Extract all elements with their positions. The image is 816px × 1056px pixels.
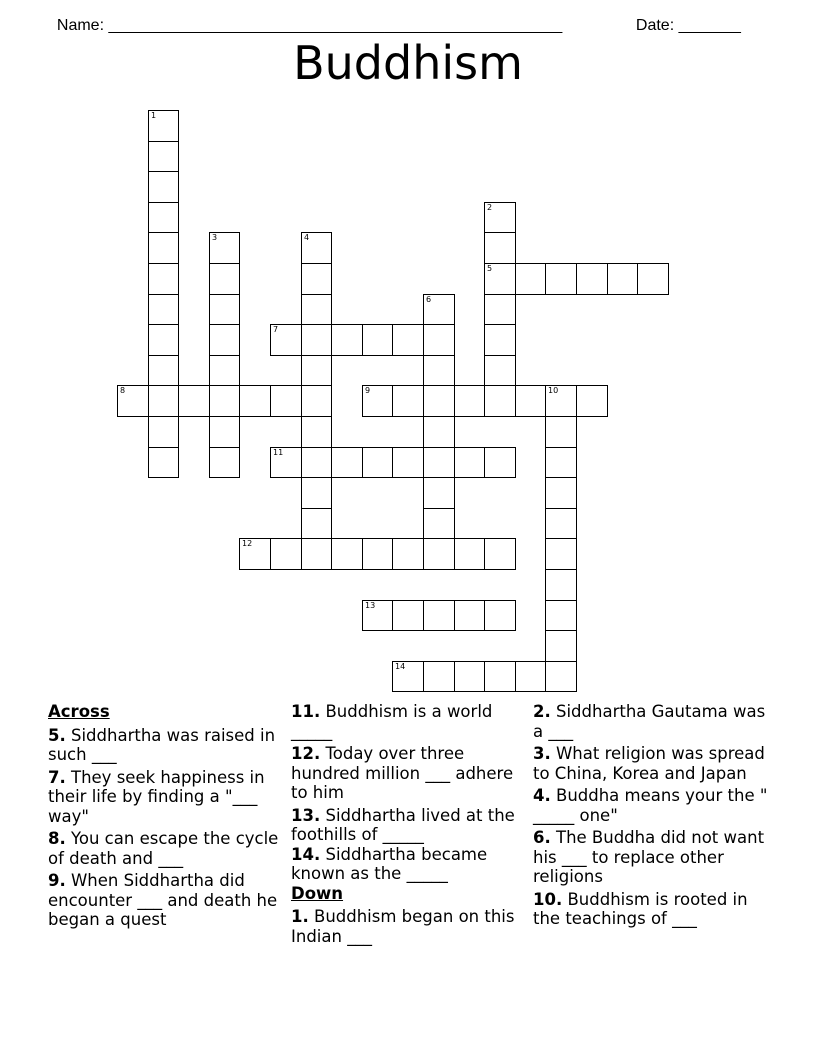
grid-cell[interactable] (270, 447, 302, 478)
grid-cell[interactable] (423, 661, 455, 692)
across-heading: Across (48, 702, 110, 721)
clue-number: 3 (212, 233, 218, 242)
grid-cell[interactable] (545, 569, 577, 601)
clue-number: 2 (487, 203, 493, 212)
name-label: Name: (56, 17, 109, 34)
grid-cell[interactable] (423, 477, 455, 509)
grid-cell[interactable] (454, 661, 485, 692)
grid-cell[interactable] (423, 385, 455, 417)
clue-across-5: 5. Siddhartha was raised in such ___ (48, 725, 276, 764)
grid-cell[interactable] (148, 263, 179, 295)
grid-cell[interactable] (454, 538, 485, 570)
clue-across-8: 8. You can escape the cycle of death and ___ (48, 829, 279, 868)
grid-cell[interactable] (484, 661, 516, 692)
grid-cell[interactable] (209, 294, 240, 325)
grid-cell[interactable] (117, 385, 149, 417)
clue-across-13: 13. Siddhartha lived at the foothills of _____ (291, 805, 515, 844)
grid-cell[interactable] (301, 294, 332, 325)
grid-cell[interactable] (484, 447, 516, 478)
grid-cell[interactable] (545, 630, 577, 662)
grid-cell[interactable] (148, 447, 179, 478)
grid-cell[interactable] (301, 355, 332, 386)
clue-number: 12 (242, 539, 253, 548)
grid-cell[interactable] (331, 538, 363, 570)
grid-cell[interactable] (331, 324, 363, 356)
grid-cell[interactable] (545, 538, 577, 570)
grid-cell[interactable] (392, 324, 424, 356)
clue-down-3: 3. What religion was spread to China, Korea and Japan (533, 744, 765, 783)
grid-cell[interactable] (239, 385, 271, 417)
grid-cell[interactable] (484, 355, 516, 386)
grid-cell[interactable] (301, 477, 332, 509)
grid-cell[interactable] (392, 385, 424, 417)
grid-cell[interactable] (423, 416, 455, 448)
grid-cell[interactable] (301, 385, 332, 417)
clues-column-1 (48, 702, 284, 933)
grid-cell[interactable] (301, 416, 332, 448)
grid-cell[interactable] (148, 385, 179, 417)
clue-down-4: 4. Buddha means your the " _____ one" (533, 786, 768, 825)
clue-down-2: 2. Siddhartha Gautama was a ___ (533, 702, 766, 741)
grid-cell[interactable] (423, 324, 455, 356)
clue-across-11: 11. Buddhism is a world _____ (291, 702, 493, 741)
grid-cell[interactable] (545, 416, 577, 448)
grid-cell[interactable] (423, 447, 455, 478)
grid-cell[interactable] (484, 294, 516, 325)
grid-cell[interactable] (209, 232, 240, 264)
grid-cell[interactable] (209, 385, 240, 417)
clue-number: 4 (304, 233, 310, 242)
grid-cell[interactable] (454, 385, 485, 417)
grid-cell[interactable] (484, 202, 516, 233)
grid-cell[interactable] (392, 600, 424, 631)
grid-cell[interactable] (545, 508, 577, 539)
grid-cell[interactable] (484, 538, 516, 570)
clues-column-3 (533, 702, 769, 932)
clue-number: 8 (120, 386, 126, 395)
grid-cell[interactable] (423, 355, 455, 386)
grid-cell[interactable] (484, 600, 516, 631)
grid-cell[interactable] (545, 385, 577, 417)
grid-cell[interactable] (392, 661, 424, 692)
grid-cell[interactable] (301, 263, 332, 295)
grid-cell[interactable] (270, 538, 302, 570)
clue-across-14: 14. Siddhartha became known as the _____ (291, 844, 488, 883)
down-heading: Down (291, 883, 344, 903)
clue-number: 6 (426, 295, 432, 304)
clue-number: 11 (273, 448, 284, 457)
grid-cell[interactable] (515, 263, 546, 295)
grid-cell[interactable] (423, 508, 455, 539)
grid-cell[interactable] (362, 447, 393, 478)
grid-cell[interactable] (545, 447, 577, 478)
date-label: Date: (635, 17, 679, 34)
name-line: ___________________________________________________ (108, 17, 563, 34)
grid-cell[interactable] (362, 538, 393, 570)
clue-number: 1 (151, 111, 157, 120)
grid-cell[interactable] (545, 600, 577, 631)
grid-cell[interactable] (148, 171, 179, 203)
grid-cell[interactable] (484, 232, 516, 264)
grid-cell[interactable] (607, 263, 638, 295)
grid-cell[interactable] (148, 416, 179, 448)
clue-number: 13 (365, 601, 376, 610)
grid-cell[interactable] (270, 385, 302, 417)
grid-cell[interactable] (484, 385, 516, 417)
grid-cell[interactable] (209, 263, 240, 295)
grid-cell[interactable] (362, 385, 393, 417)
clue-number: 14 (395, 662, 406, 671)
grid-cell[interactable] (362, 324, 393, 356)
grid-cell[interactable] (545, 661, 577, 692)
grid-cell[interactable] (484, 263, 516, 295)
grid-cell[interactable] (148, 324, 179, 356)
grid-cell[interactable] (331, 447, 363, 478)
grid-cell[interactable] (148, 294, 179, 325)
grid-cell[interactable] (148, 110, 179, 142)
grid-cell[interactable] (301, 232, 332, 264)
grid-cell[interactable] (301, 447, 332, 478)
grid-cell[interactable] (423, 600, 455, 631)
grid-cell[interactable] (148, 141, 179, 172)
grid-cell[interactable] (178, 385, 210, 417)
grid-cell[interactable] (545, 477, 577, 509)
grid-cell[interactable] (148, 232, 179, 264)
clues-column-2 (291, 702, 527, 949)
grid-cell[interactable] (576, 263, 608, 295)
clue-down-1: 1. Buddhism began on this Indian ___ (291, 907, 515, 946)
grid-cell[interactable] (423, 538, 455, 570)
grid-cell[interactable] (148, 202, 179, 233)
grid-cell[interactable] (301, 508, 332, 539)
grid-cell[interactable] (209, 324, 240, 356)
grid-cell[interactable] (515, 661, 546, 692)
grid-cell[interactable] (423, 294, 455, 325)
grid-cell[interactable] (148, 355, 179, 386)
grid-cell[interactable] (545, 263, 577, 295)
grid-cell[interactable] (301, 538, 332, 570)
grid-cell[interactable] (392, 538, 424, 570)
grid-cell[interactable] (454, 447, 485, 478)
grid-cell[interactable] (301, 324, 332, 356)
clue-number: 9 (365, 386, 371, 395)
clue-number: 5 (487, 264, 493, 273)
grid-cell[interactable] (209, 355, 240, 386)
grid-cell[interactable] (392, 447, 424, 478)
date-line: _______ (678, 17, 741, 34)
clue-across-9: 9. When Siddhartha did encounter ___ and death he began a quest (48, 871, 278, 929)
grid-cell[interactable] (637, 263, 669, 295)
grid-cell[interactable] (209, 447, 240, 478)
grid-cell[interactable] (454, 600, 485, 631)
grid-cell[interactable] (484, 324, 516, 356)
grid-cell[interactable] (239, 538, 271, 570)
grid-cell[interactable] (270, 324, 302, 356)
clue-down-10: 10. Buddhism is rooted in the teachings of ___ (533, 889, 748, 928)
puzzle-title: Buddhism (293, 36, 523, 90)
grid-cell[interactable] (362, 600, 393, 631)
clue-down-6: 6. The Buddha did not want his ___ to replace other religions (533, 828, 765, 886)
grid-cell[interactable] (515, 385, 546, 417)
clue-number: 10 (548, 386, 559, 395)
clue-across-12: 12. Today over three hundred million ___ adhere to him (291, 744, 514, 802)
grid-cell[interactable] (576, 385, 608, 417)
clue-across-7: 7. They seek happiness in their life by finding a "___ way" (48, 767, 265, 826)
clue-number: 7 (273, 325, 279, 334)
grid-cell[interactable] (209, 416, 240, 448)
